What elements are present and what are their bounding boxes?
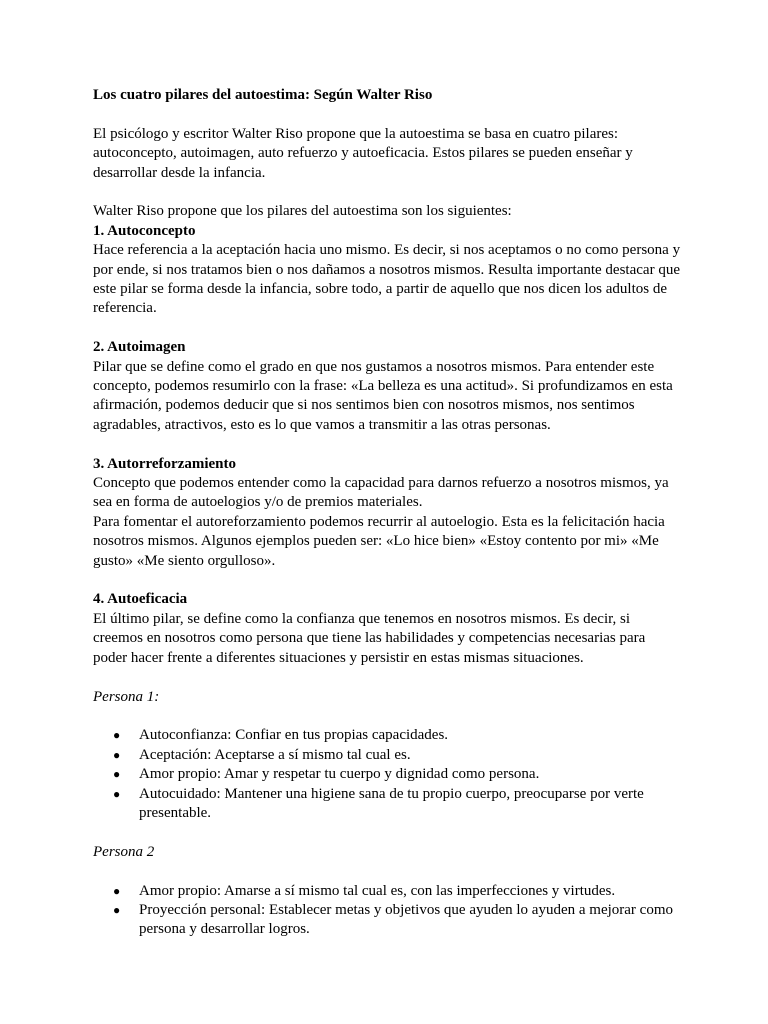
list-item — [93, 882, 683, 901]
pillar-paragraph: Concepto que podemos entender como la capacidad para darnos refuerzo a nosotros mismos, ya sea en forma de autoelogios y/o de premios materiales. — [93, 475, 669, 511]
list-item — [93, 726, 683, 745]
pillar-heading: 2. Autoimagen — [93, 339, 186, 356]
document-page — [93, 86, 683, 940]
bullet-icon: ● — [113, 767, 121, 782]
persona-1-label: Persona 1: — [93, 688, 160, 705]
list-item — [93, 785, 683, 824]
pillar-autoimagen — [93, 338, 683, 435]
lead-paragraph: Walter Riso propone que los pilares del autoestima son los siguientes: — [93, 203, 512, 220]
intro-paragraph: El psicólogo y escritor Walter Riso propone que la autoestima se basa en cuatro pilares: autoconcepto, autoimagen, auto refuerzo y autoeficacia. Estos pilares se pueden enseñar y desarrollar desde la infancia. — [93, 125, 633, 181]
pillar-paragraph: El último pilar, se define como la confianza que tenemos en nosotros mismos. Es decir, si creemos en nosotros como persona que tiene las habilidades y competencias necesarias para poder hacer frente a diferentes situaciones y persistir en estas mismas situaciones. — [93, 610, 646, 666]
pillar-paragraph: Hace referencia a la aceptación hacia uno mismo. Es decir, si nos aceptamos o no como persona y por ende, si nos tratamos bien o nos dañamos a nosotros mismos. Resulta importante destacar que este pilar se forma desde la infancia, sobre todo, a partir de aquello que nos dicen los adultos de referencia. — [93, 242, 681, 317]
list-item-text: Aceptación: Aceptarse a sí mismo tal cual es. — [139, 746, 411, 763]
pillar-autoconcepto — [93, 222, 683, 319]
list-item-text: Amor propio: Amar y respetar tu cuerpo y dignidad como persona. — [139, 766, 540, 783]
bullet-icon: ● — [113, 902, 121, 917]
list-item — [93, 765, 683, 784]
bullet-icon: ● — [113, 728, 121, 743]
pillar-heading: 1. Autoconcepto — [93, 222, 196, 239]
list-item-text: Autoconfianza: Confiar en tus propias capacidades. — [139, 727, 449, 744]
list-item — [93, 746, 683, 765]
pillar-heading: 3. Autorreforzamiento — [93, 455, 237, 472]
document-title: Los cuatro pilares del autoestima: Según Walter Riso — [93, 87, 433, 103]
pillar-heading: 4. Autoeficacia — [93, 591, 188, 608]
bullet-icon: ● — [113, 747, 121, 762]
pillar-autorreforzamiento — [93, 455, 683, 571]
pillar-autoeficacia — [93, 590, 683, 668]
pillar-paragraph: Pilar que se define como el grado en que nos gustamos a nosotros mismos. Para entender este concepto, podemos resumirlo con la frase: «La belleza es una actitud». Si profundizamos en esta afirmación, podemos deducir que si nos sentimos bien con nosotros mismos, nos sentimos agradables, atractivos, esto es lo que vamos a transmitir a las otras personas. — [93, 358, 673, 433]
list-item-text: Autocuidado: Mantener una higiene sana de tu propio cuerpo, preocuparse por verte presentable. — [139, 785, 644, 821]
bullet-icon: ● — [113, 883, 121, 898]
list-item-text: Amor propio: Amarse a sí mismo tal cual es, con las imperfecciones y virtudes. — [139, 882, 616, 899]
bullet-icon: ● — [113, 786, 121, 801]
list-item-text: Proyección personal: Establecer metas y objetivos que ayuden lo ayuden a mejorar como persona y desarrollar logros. — [139, 901, 673, 938]
list-item — [93, 901, 683, 940]
pillar-paragraph: Para fomentar el autoreforzamiento podemos recurrir al autoelogio. Esta es la felicitación hacia nosotros mismos. Algunos ejemplos pueden ser: «Lo hice bien» «Estoy contento por mi» «Me gusto» «Me siento orgulloso». — [93, 513, 665, 569]
persona-2-list — [93, 882, 683, 940]
persona-2-label: Persona 2 — [93, 843, 155, 860]
persona-1-list — [93, 726, 683, 823]
